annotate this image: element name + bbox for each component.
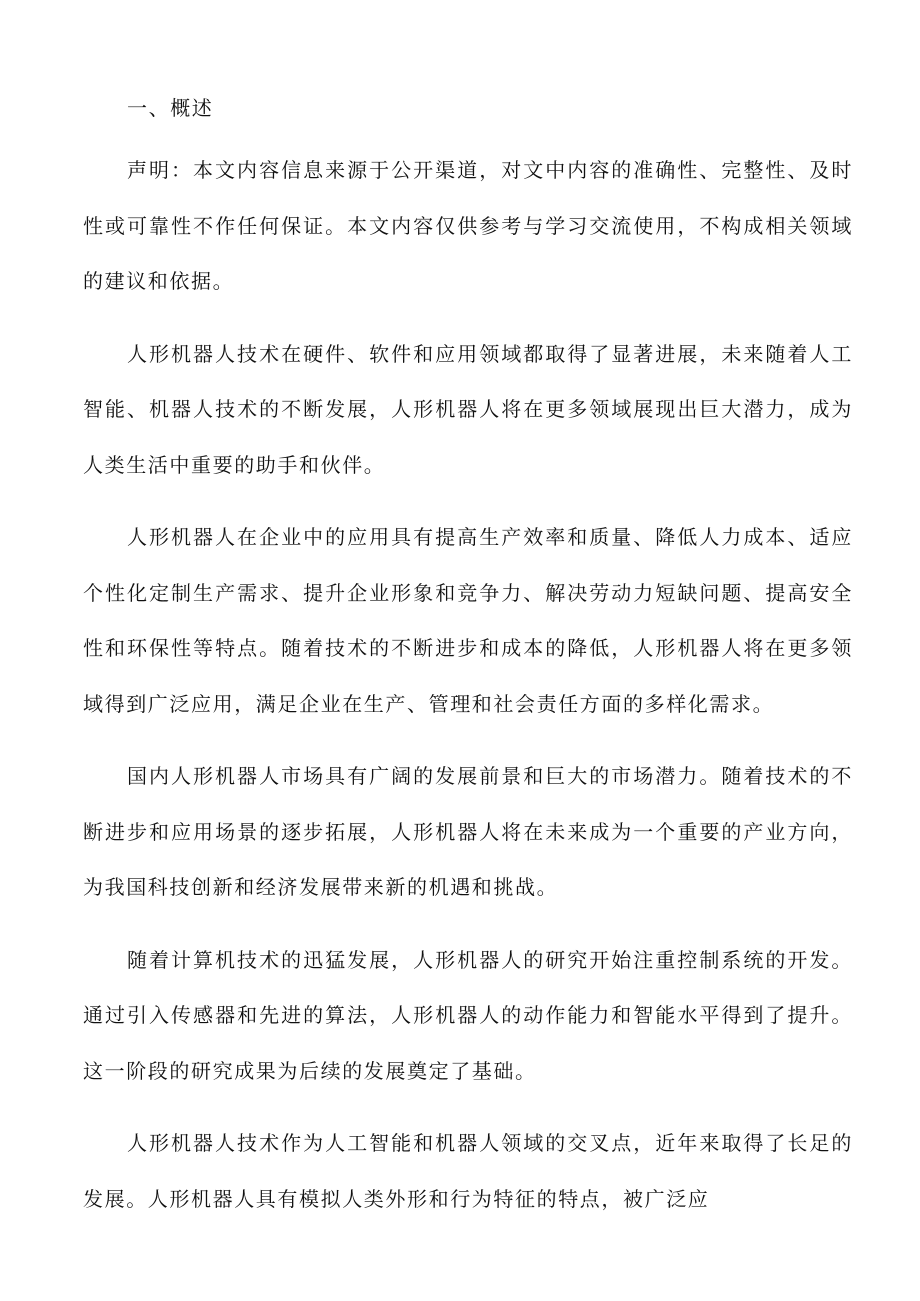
disclaimer-paragraph: 声明：本文内容信息来源于公开渠道，对文中内容的准确性、完整性、及时性或可靠性不作任何保证。本文内容仅供参考与学习交流使用，不构成相关领域的建议和依据。 — [83, 158, 853, 293]
body-paragraph: 人形机器人技术在硬件、软件和应用领域都取得了显著进展，未来随着人工智能、机器人技术的不断发展，人形机器人将在更多领域展现出巨大潜力，成为人类生活中重要的助手和伙伴。 — [83, 341, 853, 477]
body-paragraph: 人形机器人技术作为人工智能和机器人领域的交叉点，近年来取得了长足的发展。人形机器人具有模拟人类外形和行为特征的特点，被广泛应 — [83, 1131, 853, 1211]
body-paragraph: 人形机器人在企业中的应用具有提高生产效率和质量、降低人力成本、适应个性化定制生产需求、提升企业形象和竞争力、解决劳动力短缺问题、提高安全性和环保性等特点。随着技术的不断进步和成本的降低，人形机器人将在更多领域得到广泛应用，满足企业在生产、管理和社会责任方面的多样化需求。 — [83, 525, 853, 716]
document-body — [83, 90, 853, 1227]
section-heading: 一、概述 — [127, 96, 214, 120]
body-paragraph: 国内人形机器人市场具有广阔的发展前景和巨大的市场潜力。随着技术的不断进步和应用场景的逐步拓展，人形机器人将在未来成为一个重要的产业方向，为我国科技创新和经济发展带来新的机遇和挑战。 — [83, 764, 853, 899]
body-paragraph: 随着计算机技术的迅猛发展，人形机器人的研究开始注重控制系统的开发。通过引入传感器和先进的算法，人形机器人的动作能力和智能水平得到了提升。这一阶段的研究成果为后续的发展奠定了基础。 — [83, 947, 853, 1083]
